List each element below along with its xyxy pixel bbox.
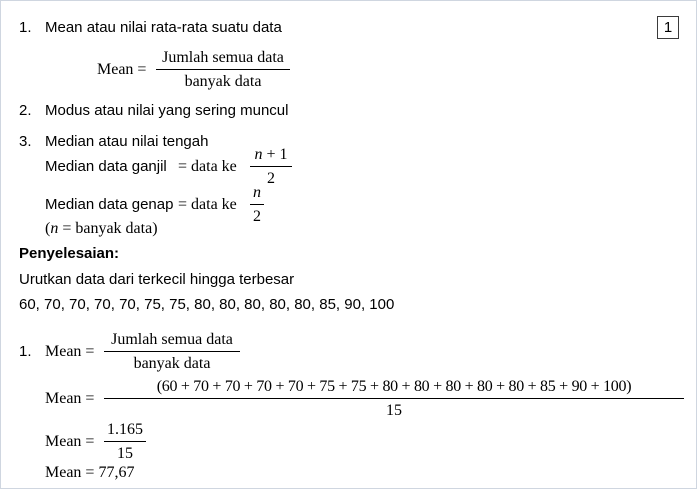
variable-n: n (50, 220, 59, 237)
paren-open: ( (45, 220, 51, 237)
n-definition (45, 220, 158, 238)
sorted-data: 60, 70, 70, 70, 70, 75, 75, 80, 80, 80, 80, 80, 85, 90, 100 (19, 296, 395, 313)
variable-n: n (254, 146, 263, 163)
sort-instruction: Urutkan data dari terkecil hingga terbesar (19, 271, 295, 288)
fraction-bar (104, 441, 146, 442)
list-number: 2. (19, 102, 32, 119)
median-even-fraction (250, 184, 264, 226)
median-odd-fraction (250, 146, 292, 188)
median-odd-label: Median data ganjil (45, 158, 167, 175)
fraction-denominator: banyak data (184, 73, 262, 90)
fraction-denominator: 2 (253, 208, 261, 225)
formula-lhs: Mean = (45, 433, 95, 450)
fraction-denominator: 15 (386, 402, 402, 419)
fraction-numerator: (60 + 70 + 70 + 70 + 70 + 75 + 75 + 80 + 80 + 80 + 80 + 80 + 85 + 90 + 100) (156, 378, 632, 395)
page-number-badge: 1 (657, 16, 679, 39)
fraction-numerator: 1.165 (107, 421, 143, 438)
fraction-numerator: Jumlah semua data (111, 331, 233, 348)
list-item-text: Mean atau nilai rata-rata suatu data (45, 19, 282, 36)
solution-heading: Penyelesaian: (19, 245, 120, 262)
list-item-text: Modus atau nilai yang sering muncul (45, 102, 289, 119)
fraction-bar (250, 204, 264, 205)
sum-fraction (104, 378, 684, 420)
fraction-numerator: n (253, 184, 261, 201)
mean-result: Mean = 77,67 (45, 464, 135, 481)
median-even-eq: = data ke (178, 196, 237, 213)
n-definition-rest: = banyak data) (58, 220, 158, 237)
formula-lhs: Mean = (97, 61, 147, 78)
fraction-denominator: 15 (117, 445, 133, 462)
fraction-denominator: banyak data (133, 355, 211, 372)
result-fraction (104, 421, 146, 463)
median-odd-eq: = data ke (178, 158, 237, 175)
mean-fraction (104, 331, 240, 373)
fraction-numerator: n + 1 (254, 146, 288, 163)
fraction-bar (156, 69, 290, 70)
fraction-numerator: Jumlah semua data (162, 49, 284, 66)
list-number: 3. (19, 133, 32, 150)
mean-fraction (156, 49, 290, 91)
median-even-label: Median data genap (45, 196, 174, 213)
fraction-bar (250, 166, 292, 167)
formula-lhs: Mean = (45, 390, 95, 407)
list-number: 1. (19, 19, 32, 36)
fraction-bar (104, 398, 684, 399)
list-number: 1. (19, 343, 32, 360)
fraction-denominator: 2 (267, 170, 275, 187)
fraction-bar (104, 351, 240, 352)
list-item-text: Median atau nilai tengah (45, 133, 209, 150)
formula-lhs: Mean = (45, 343, 95, 360)
